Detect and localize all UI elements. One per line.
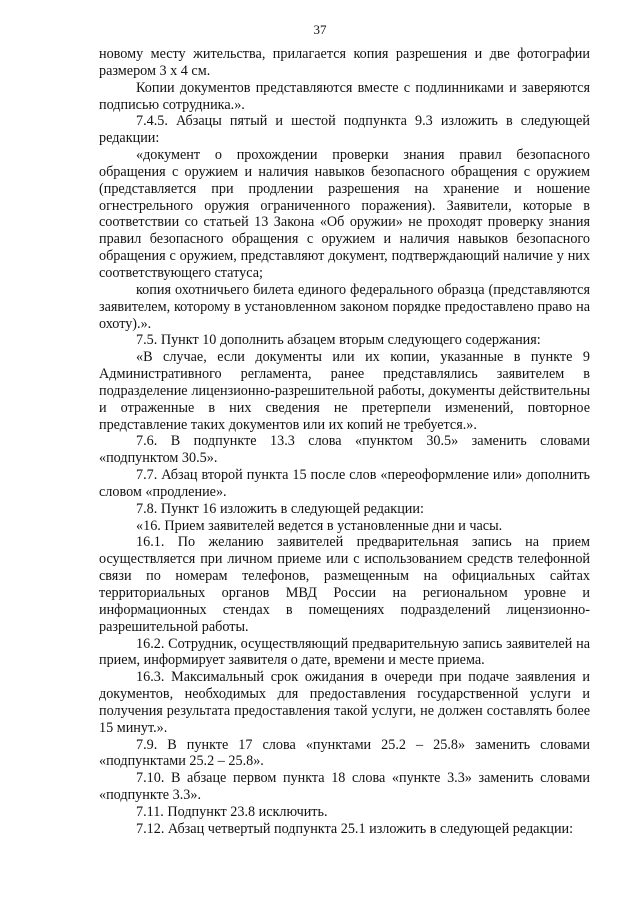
paragraph: Копии документов представляются вместе с подлинниками и заверяются подписью сотрудника.». (99, 79, 590, 113)
paragraph: 7.12. Абзац четвертый подпункта 25.1 изложить в следующей редакции: (136, 820, 574, 837)
paragraph: «В случае, если документы или их копии, указанные в пункте 9 Административного регламента, ранее представлялись заявителем в подразделение лицензионно-разрешительной работы, документы действительны и отраженные в них сведения не претерпели изменений, повторное представление таких документов или их копий не требуется.». (99, 349, 590, 433)
page-number: 37 (313, 22, 327, 37)
paragraph: 7.4.5. Абзацы пятый и шестой подпункта 9.3 изложить в следующей редакции: (99, 113, 590, 147)
paragraph: 7.6. В подпункте 13.3 слова «пунктом 30.5» заменить словами «подпунктом 30.5». (99, 433, 590, 467)
paragraph: 7.9. В пункте 17 слова «пунктами 25.2 – 25.8» заменить словами «подпунктами 25.2 – 25.8». (99, 736, 590, 770)
paragraph: новому месту жительства, прилагается копия разрешения и две фотографии размером 3 х 4 см. (99, 46, 590, 79)
document-body (99, 46, 590, 838)
paragraph: 7.11. Подпункт 23.8 исключить. (136, 803, 328, 820)
paragraph: 16.2. Сотрудник, осуществляющий предварительную запись заявителей на прием, информирует заявителя о дате, времени и месте приема. (99, 635, 590, 669)
paragraph: 7.8. Пункт 16 изложить в следующей редакции: (136, 500, 424, 517)
paragraph: 16.1. По желанию заявителей предварительная запись на прием осуществляется при личном приеме или с использованием средств телефонной связи по номерам телефонов, размещенным на официальных сайтах территориальных органов МВД России на региональном уровне и информационных стендах в помещениях подразделений лицензионно-разрешительной работы. (99, 534, 590, 635)
paragraph: копия охотничьего билета единого федерального образца (представляются заявителем, которому в установленном законом порядке предоставлено право на охоту).». (99, 281, 590, 332)
paragraph: «16. Прием заявителей ведется в установленные дни и часы. (136, 517, 503, 534)
paragraph: 7.5. Пункт 10 дополнить абзацем вторым следующего содержания: (136, 332, 541, 349)
paragraph: 7.10. В абзаце первом пункта 18 слова «пункте 3.3» заменить словами «подпункте 3.3». (99, 770, 590, 804)
paragraph: 7.7. Абзац второй пункта 15 после слов «переоформление или» дополнить словом «продление». (99, 467, 590, 500)
paragraph: 16.3. Максимальный срок ожидания в очереди при подаче заявления и документов, необходимых для предоставления государственной услуги и получения результата предоставления такой услуги, не должен составлять более 15 минут.». (99, 669, 590, 736)
paragraph: «документ о прохождении проверки знания правил безопасного обращения с оружием и наличия навыков безопасного обращения с оружием (представляется при продлении разрешения на хранение и ношение огнестрельного оружия ограниченного поражения). Заявители, которые в соответствии со статьей 13 Закона «Об оружии» не проходят проверку знания правил безопасного обращения с оружием и наличия навыков безопасного обращения с оружием, представляют документ, подтверждающий наличие у них соответствующего статуса; (99, 147, 590, 281)
